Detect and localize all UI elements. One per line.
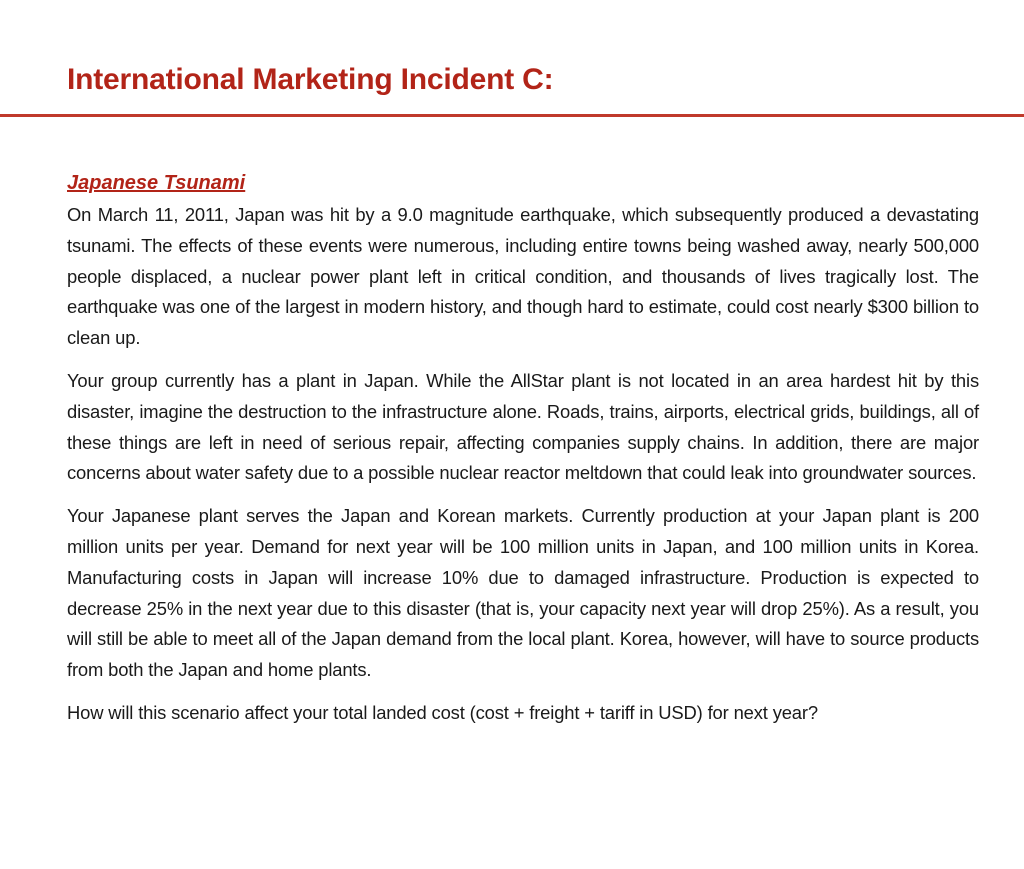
document-title: International Marketing Incident C: (67, 63, 554, 96)
paragraph-plant-impact: Your group currently has a plant in Japan. While the AllStar plant is not located in an area hardest hit by this disaster, imagine the destruction to the infrastructure alone. Roads, trains, airports, electrical grids, buildings, all of these things are left in need of serious repair, affecting companies supply chains. In addition, there are major concerns about water safety due to a possible nuclear reactor meltdown that could leak into groundwater sources. (67, 369, 979, 484)
document-body (67, 168, 979, 741)
paragraph-incident-description: On March 11, 2011, Japan was hit by a 9.0 magnitude earthquake, which subsequently produced a devastating tsunami. The effects of these events were numerous, including entire towns being washed away, nearly 500,000 people displaced, a nuclear power plant left in critical condition, and thousands of lives tragically lost. The earthquake was one of the largest in modern history, and though hard to estimate, could cost nearly $300 billion to clean up. (67, 204, 979, 349)
title-divider (0, 114, 1024, 117)
paragraph-production-scenario: Your Japanese plant serves the Japan and Korean markets. Currently production at your Japan plant is 200 million units per year. Demand for next year will be 100 million units in Japan, and 100 million units in Korea. Manufacturing costs in Japan will increase 10% due to damaged infrastructure. Production is expected to decrease 25% in the next year due to this disaster (that is, your capacity next year will drop 25%). As a result, you will still be able to meet all of the Japan demand from the local plant. Korea, however, will have to source products from both the Japan and home plants. (67, 505, 979, 681)
paragraph-question: How will this scenario affect your total landed cost (cost + freight + tariff in USD) for next year? (67, 701, 818, 723)
section-subtitle: Japanese Tsunami (67, 172, 246, 194)
